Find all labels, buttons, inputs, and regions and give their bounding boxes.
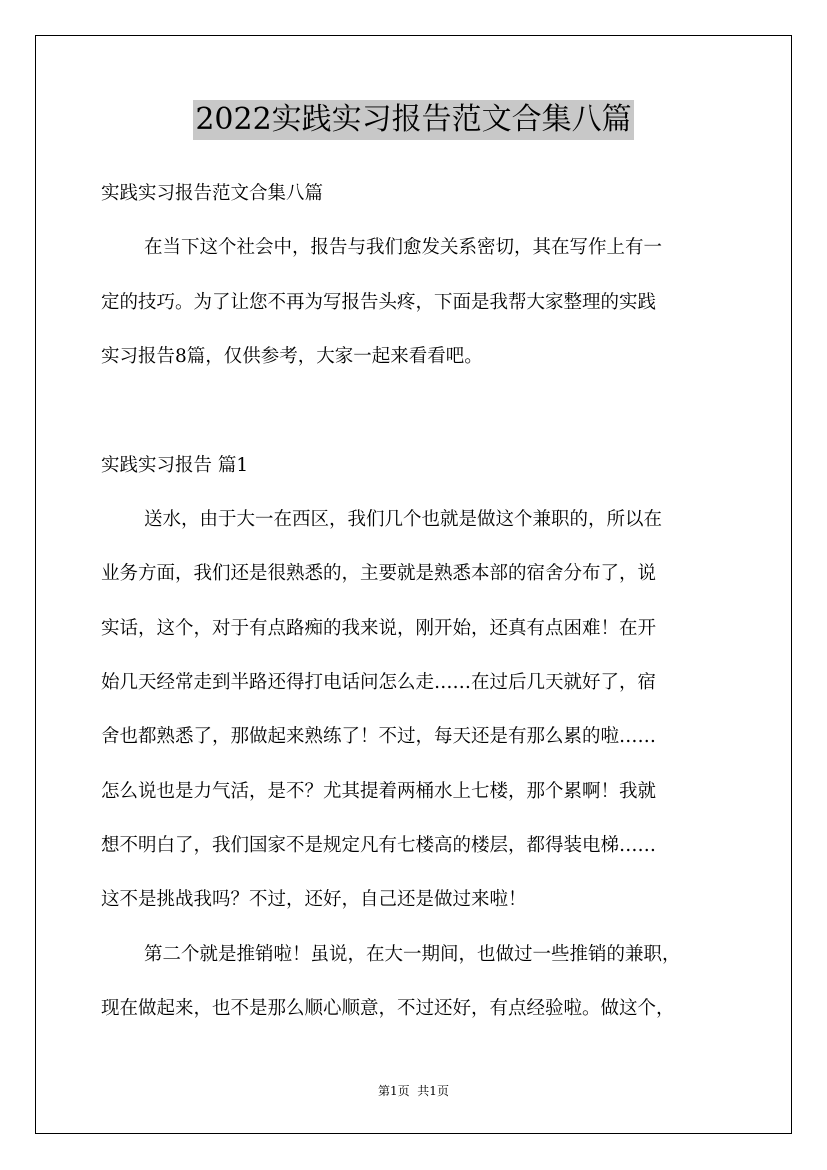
para1-line-6: 怎么说也是力气活，是不？尤其提着两桶水上七楼，那个累啊！我就 [101, 781, 657, 802]
para1-line-5: 舍也都熟悉了，那做起来熟练了！不过，每天还是有那么累的啦…… [101, 726, 657, 747]
document-subtitle: 实践实习报告范文合集八篇 [101, 183, 324, 204]
para1-line-2: 业务方面，我们还是很熟悉的，主要就是熟悉本部的宿舍分布了，说 [101, 563, 657, 584]
para2-line-2: 现在做起来，也不是那么顺心顺意，不过还好，有点经验啦。做这个， [101, 998, 675, 1019]
para1-line-8: 这不是挑战我吗？不过，还好，自己还是做过来啦！ [101, 889, 527, 910]
intro-line-3: 实习报告8篇，仅供参考，大家一起来看看吧。 [101, 346, 483, 367]
section-heading: 实践实习报告 篇1 [101, 455, 249, 476]
para1-line-7: 想不明白了，我们国家不是规定凡有七楼高的楼层，都得装电梯…… [101, 835, 657, 856]
intro-line-1: 在当下这个社会中，报告与我们愈发关系密切，其在写作上有一 [144, 237, 663, 258]
page-footer: 第1页 共1页 [378, 1084, 449, 1098]
intro-line-2: 定的技巧。为了让您不再为写报告头疼，下面是我帮大家整理的实践 [101, 292, 657, 313]
title-container [0, 100, 827, 140]
para1-line-3: 实话，这个，对于有点路痴的我来说，刚开始，还真有点困难！在开 [101, 618, 657, 639]
para1-line-4: 始几天经常走到半路还得打电话问怎么走……在过后几天就好了，宿 [101, 672, 657, 693]
para2-line-1: 第二个就是推销啦！虽说，在大一期间，也做过一些推销的兼职， [144, 944, 681, 965]
para1-line-1: 送水，由于大一在西区，我们几个也就是做这个兼职的，所以在 [144, 509, 663, 530]
document-title: 2022实践实习报告范文合集八篇 [193, 100, 633, 140]
